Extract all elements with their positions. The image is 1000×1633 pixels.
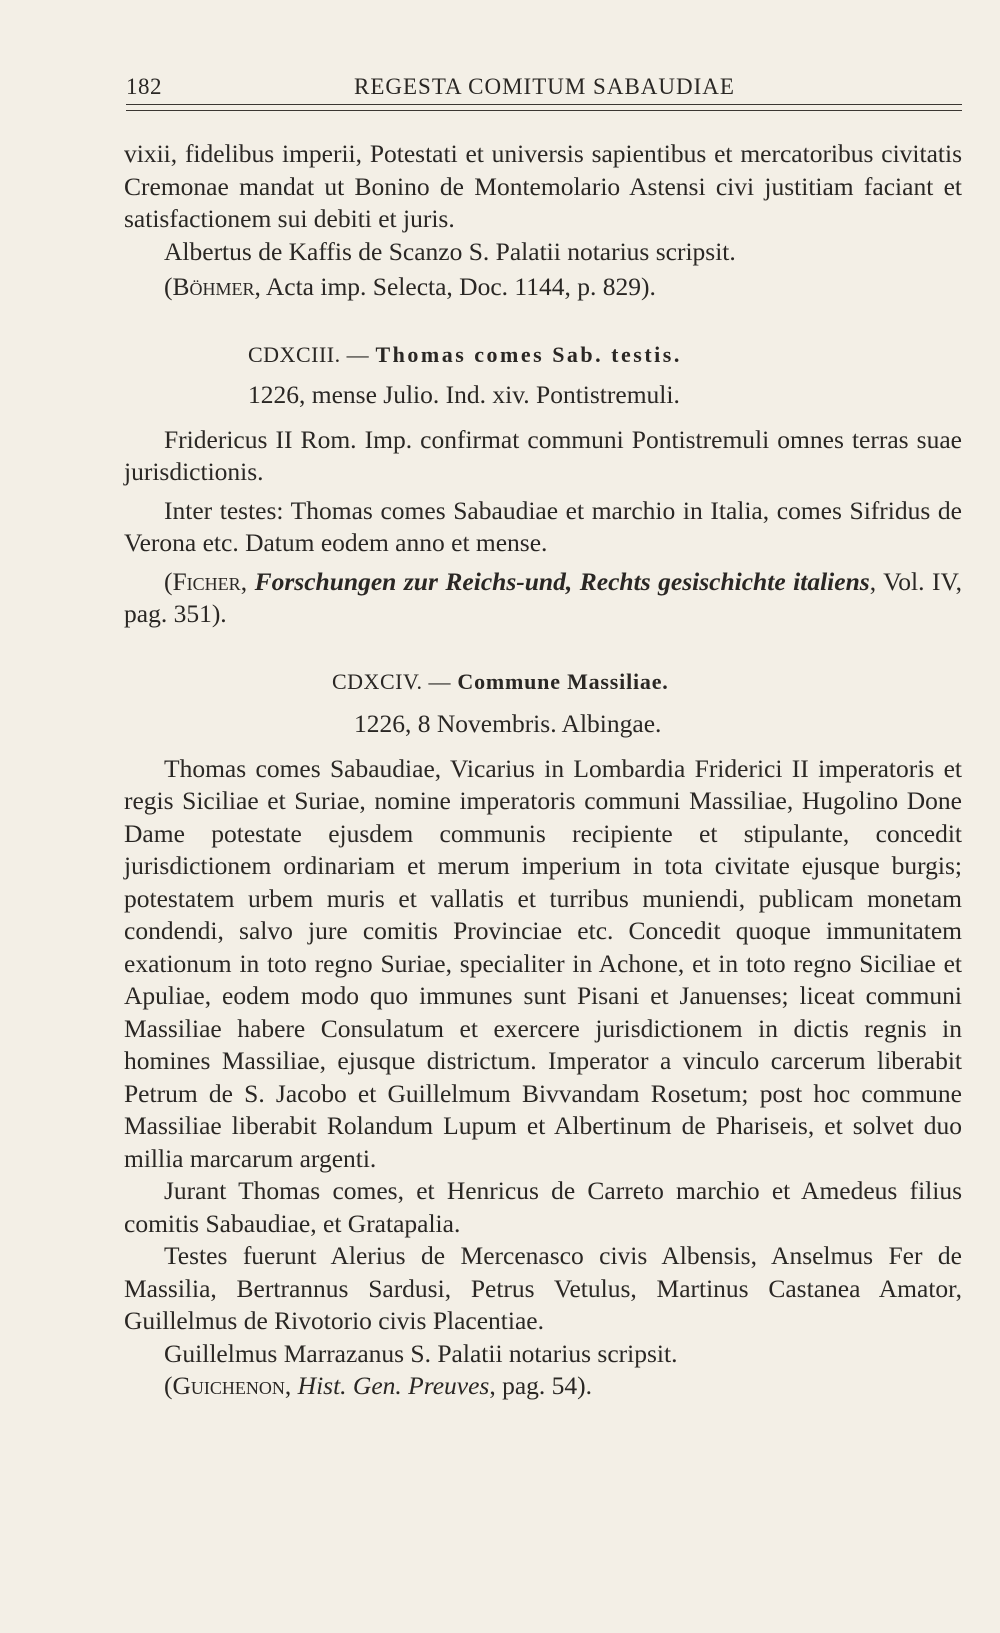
- entry-dateline: 1226, mense Julio. Ind. xiv. Pontistremuli.: [248, 380, 680, 409]
- entry-title: Thomas comes Sab. testis.: [375, 341, 682, 367]
- citation-rest: , Vol. IV, pag. 351).: [124, 566, 963, 628]
- entry-citation: (Guichenon, Hist. Gen. Preuves, pag. 54).: [164, 1371, 593, 1400]
- entry-notary: Guillelmus Marrazanus S. Palatii notarius scripsit.: [164, 1338, 678, 1368]
- entry-summary: Thomas comes Sabaudiae, Vicarius in Lombardia Friderici II imperatoris et regis Siciliae et Suriae, nomine imperatoris communi Massiliae, Hugolino Done Dame potestate ejusdem communis recipiente et stipulante, concedit jurisdictionem ordinariam et merum imperium in tota civitate ejusque burgis; potestatem urbem muris et vallatis et turribus muniendi, publicam monetam condendi, salvo jure comitis Provinciae etc. Concedit quoque immunitatem exationum in toto regno Suriae, specialiter in Achone, et in toto regno Siciliae et Apuliae, eodem modo quo immunes sunt Pisani et Januenses; liceat communi Massiliae habere Consulatum et exercere jurisdictionem in dictis regnis in homines Massiliae, ejusque districtum. Imperator a vinculo carcerum liberabit Petrum de S. Jacobo et Guillelmum Bivvandam Rosetum; post hoc commune Massiliae liberabit Rolandum Lupum et Albertinum de Phariseis, et solvet duo millia marcarum argenti.: [124, 753, 962, 1173]
- page-body: [124, 138, 962, 1403]
- entry-witnesses: Testes fuerunt Alerius de Mercenasco civis Albensis, Anselmus Fer de Massilia, Bertrannus Sardusi, Petrus Vetulus, Martinus Castanea Amator, Guillelmus de Rivotorio civis Placentiae.: [124, 1241, 962, 1335]
- header-rule-thin: [126, 110, 962, 111]
- prev-entry-text: vixii, fidelibus imperii, Potestati et universis sapientibus et mercatoribus civitatis Cremonae mandat ut Bonino de Montemolario Astensi civi justitiam faciant et satisfactionem sui debiti et juris.: [124, 139, 962, 233]
- header-rule-thick: [126, 104, 962, 105]
- entry-heading: [124, 665, 962, 699]
- citation-author: Guichenon: [172, 1371, 285, 1400]
- entry-citation: (Ficher, Forschungen zur Reichs-und, Rechts gesischichte italiens, Vol. IV, pag. 351).: [124, 566, 963, 628]
- citation-author: Böhmer: [172, 272, 255, 301]
- entry-number: CDXCIV. —: [332, 668, 452, 694]
- running-title: REGESTA COMITUM SABAUDIAE: [354, 74, 735, 99]
- entry-title: Commune Massiliae.: [457, 668, 669, 694]
- entry-heading: [124, 338, 962, 372]
- page-number: 182: [126, 74, 162, 99]
- entry-dateline: 1226, 8 Novembris. Albingae.: [354, 709, 662, 738]
- citation-rest: , Acta imp. Selecta, Doc. 1144, p. 829).: [254, 272, 656, 301]
- prev-entry-notary: Albertus de Kaffis de Scanzo S. Palatii notarius scripsit.: [164, 236, 736, 266]
- citation-work: Hist. Gen. Preuves: [297, 1371, 490, 1400]
- citation-author: Ficher: [172, 566, 241, 596]
- entry-oath: Jurant Thomas comes, et Henricus de Carreto marchio et Amedeus filius comitis Sabaudiae, et Gratapalia.: [124, 1176, 962, 1238]
- prev-entry-citation: (Böhmer, Acta imp. Selecta, Doc. 1144, p. 829).: [164, 272, 656, 301]
- citation-rest: , pag. 54).: [489, 1371, 593, 1400]
- entry-witnesses: Inter testes: Thomas comes Sabaudiae et marchio in Italia, comes Sifridus de Verona etc. Datum eodem anno et mense.: [124, 495, 962, 557]
- entry-summary: Fridericus II Rom. Imp. confirmat communi Pontistremuli omnes terras suae jurisdictionis.: [124, 424, 962, 486]
- entry-number: CDXCIII. —: [248, 341, 370, 367]
- citation-work: Forschungen zur Reichs-und, Rechts gesischichte italiens: [254, 566, 870, 596]
